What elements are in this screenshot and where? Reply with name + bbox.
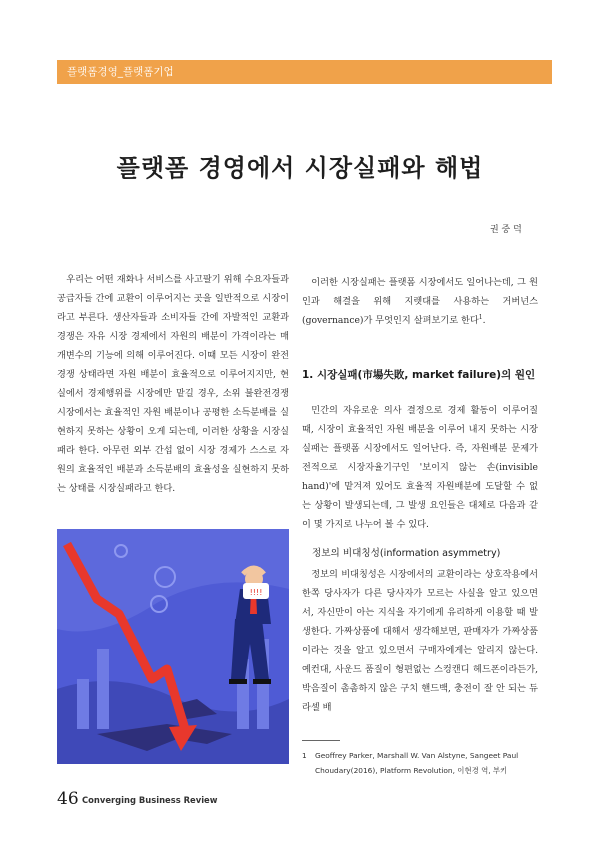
subsection-body [302,565,538,717]
footnote-text: Geoffrey Parker, Marshall W. Van Alstyne, Sangeet Paul Choudary(2016), Platform Revolution, 이현경 역, 부키 [315,751,519,775]
left-column [57,270,289,498]
intro-paragraph: 우리는 어떤 재화나 서비스를 사고팔기 위해 수요자들과 공급자들 간에 교환이 이루어지는 곳을 일반적으로 시장이라고 부른다. 생산자들과 소비자들 간에 자발적인 교환과 경쟁은 자유 시장 경제에서 자원의 배분이 가격이라는 매개변수의 기능에 의해 이루어진다. 이때 모든 시장이 완전경쟁 상태라면 자원 배분이 효율적으로 이루어지지만, 현실에서 경제행위를 시장에만 맡길 경우, 소위 불완전경쟁 시장에서는 효율적인 자원 배분이나 공평한 소득분배를 실현하지 못하는 상황이 오게 되는데, 이러한 상황을 시장실패라 한다. 아무런 외부 간섭 없이 시장 경제가 스스로 자원의 효율적인 배분과 소득분배의 효율성을 실현하지 못하는 상태를 시장실패라고 한다. [57,274,289,494]
right-intro-text: 이러한 시장실패는 플랫폼 시장에서도 일어나는데, 그 원인과 해결을 위해 지렛대를 사용하는 거버넌스(governance)가 무엇인지 살펴보기로 한다 [302,277,538,326]
market-crash-illustration [57,529,289,764]
footnote-number: 1 [302,751,307,760]
article-title: 플랫폼 경영에서 시장실패와 해법 [116,154,484,182]
page-number: 46 [57,789,79,809]
section-label: 플랫폼경영_플랫폼기업 [67,66,174,78]
right-intro-paragraph [302,273,538,330]
footnote-reference[interactable]: 1 [478,313,483,321]
page-edge [585,0,600,847]
section-header-bar [57,60,552,84]
subsection-heading: 정보의 비대칭성(information asymmetry) [312,548,501,559]
footnote-divider [302,740,340,741]
subsection-paragraph: 정보의 비대칭성은 시장에서의 교환이라는 상호작용에서 한쪽 당사자가 다른 당사자가 모르는 사실을 알고 있으면서, 자신만이 아는 지식을 자기에게 유리하게 이용할 때 발생한다. 가짜상품에 대해서 생각해보면, 판매자가 가짜상품이라는 것을 알고 있으면서 구매자에게는 알리지 않는다. 예컨대, 사운드 품질이 형편없는 스컹캔디 헤드폰이라든가, 박음질이 촘촘하지 않은 구치 핸드백, 충전이 잘 안 되는 듀라셀 배 [302,569,538,713]
right-intro-end: . [482,315,486,326]
section1-paragraph: 민간의 자유로운 의사 결정으로 경제 활동이 이루어질 때, 시장이 효율적인 자원 배분을 이루어 내지 못하는 시장실패는 플랫폼 시장에서도 일어난다. 즉, 자원배분 문제가 전적으로 시장자율기구인 '보이지 않는 손(invisible hand)'에 맡겨져 있어도 효율적 자원배분에 도달할 수 없는 상황이 발생되는데, 그 발생 요인들은 대체로 다음과 같이 몇 가지로 나누어 볼 수 있다. [302,405,538,530]
author-name: 권 중 덕 [490,225,522,235]
alert-text: !!!! [249,588,263,597]
footnote [302,748,542,778]
right-column-intro [302,273,538,330]
illustration-graphic [57,529,289,764]
section-heading: 1. 시장실패(市場失敗, market failure)의 원인 [302,369,536,381]
journal-name: Converging Business Review [82,795,218,805]
section1-body [302,401,538,534]
